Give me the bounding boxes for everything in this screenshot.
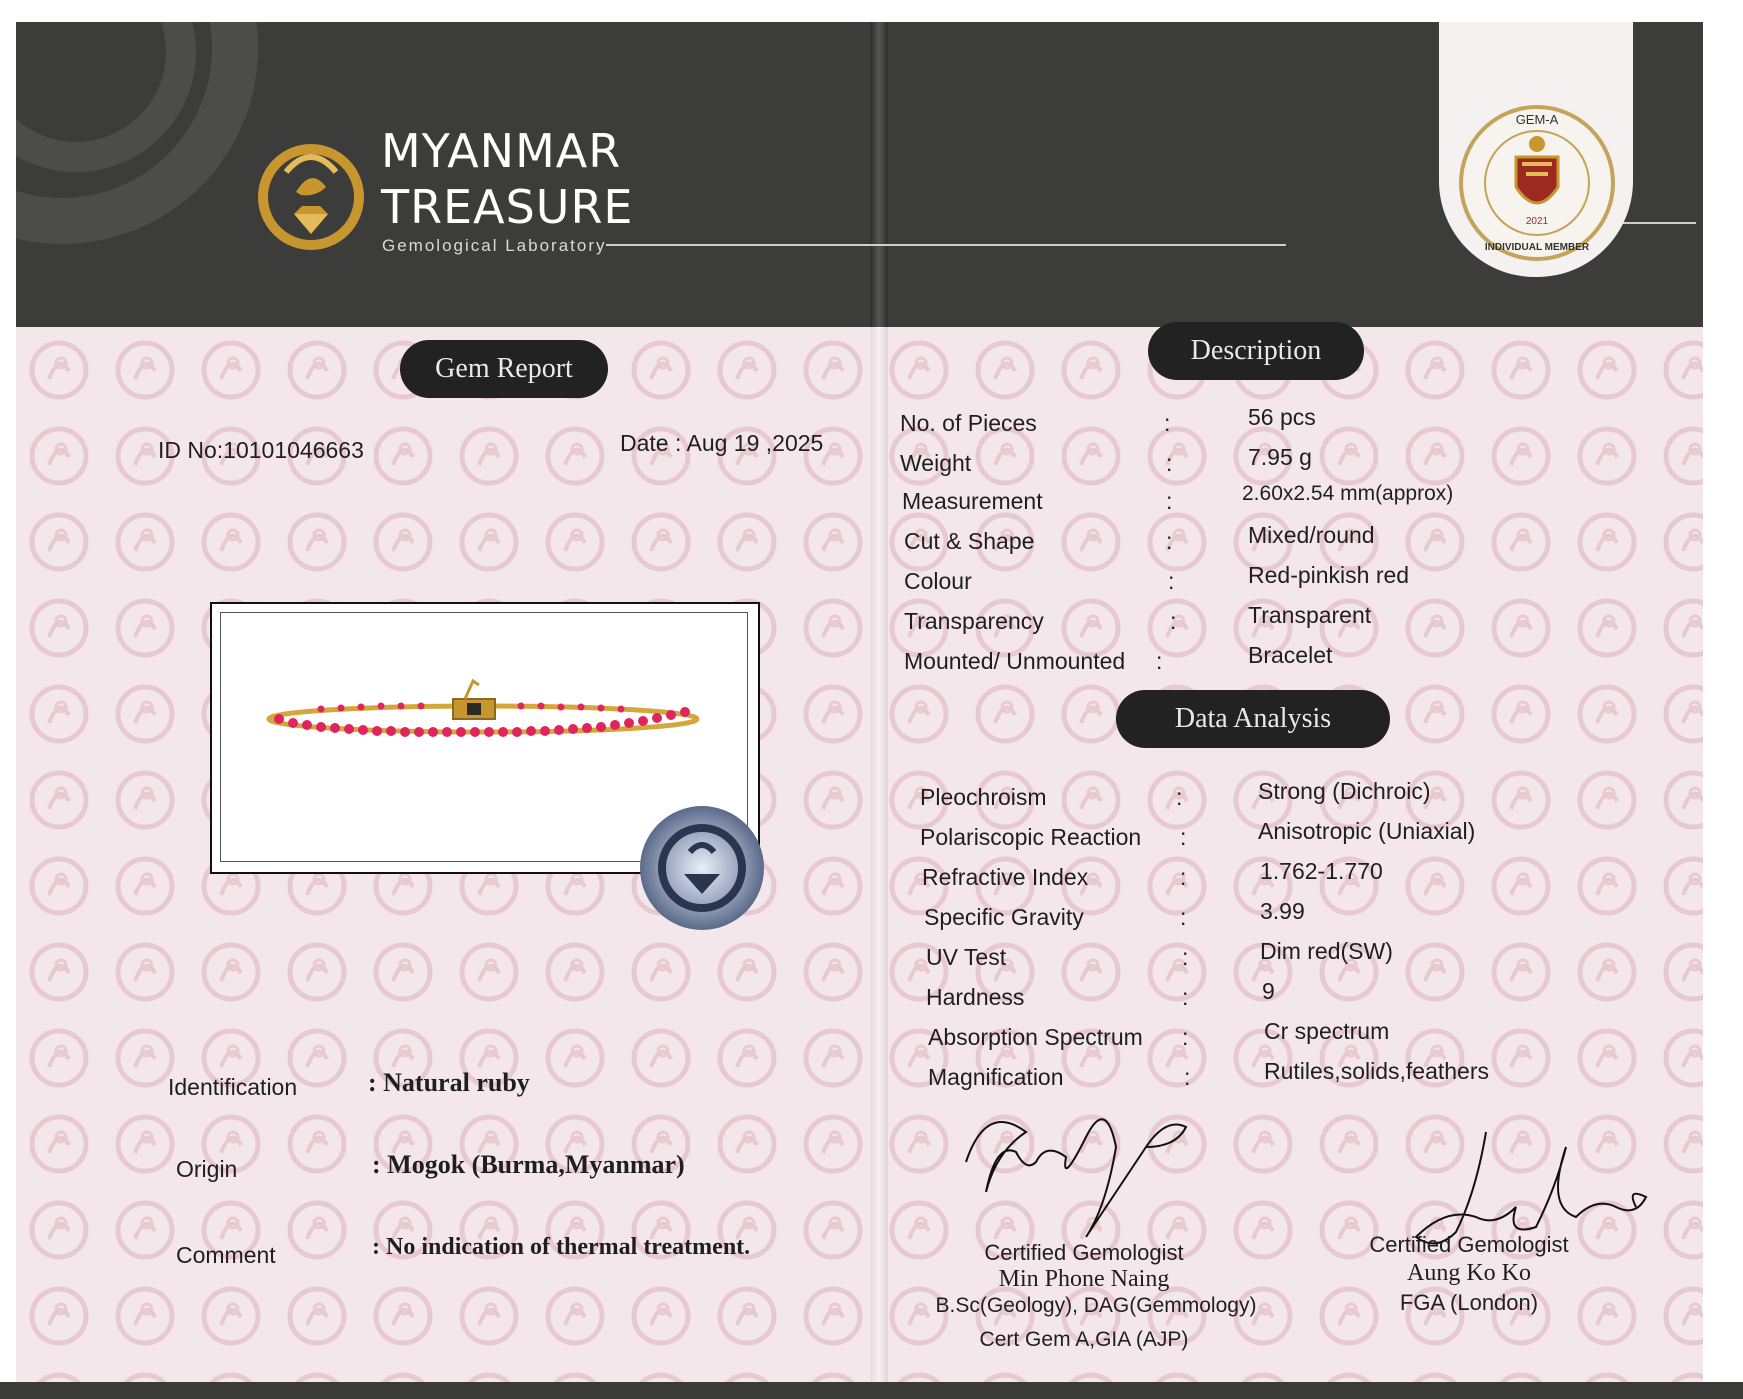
desc-label: No. of Pieces [900,410,1037,436]
desc-value: Mixed/round [1248,522,1375,548]
analysis-label: Absorption Spectrum [928,1024,1143,1050]
desc-colon: : [1168,568,1175,594]
desc-label: Mounted/ Unmounted [904,648,1126,674]
analysis-colon: : [1184,1064,1191,1090]
badge-bottom-text: INDIVIDUAL MEMBER [1484,242,1590,253]
analysis-colon: : [1182,984,1189,1010]
analysis-colon: : [1180,864,1187,890]
desc-label: Cut & Shape [904,528,1035,554]
analysis-value: Anisotropic (Uniaxial) [1258,818,1476,844]
desc-colon: : [1166,488,1173,514]
analysis-value: Rutiles,solids,feathers [1264,1058,1489,1084]
analysis-label: Polariscopic Reaction [920,824,1142,850]
brand-name-line2: TREASURE [381,180,634,234]
analysis-value: 9 [1262,978,1275,1004]
desc-colon: : [1164,410,1171,436]
header-rule [606,244,1286,246]
brand-name-line1: MYANMAR [381,124,622,178]
gemologist2-name: Aung Ko Ko [1407,1260,1531,1286]
analysis-colon: : [1180,824,1187,850]
signature-min-phone-naing [956,1082,1216,1252]
analysis-colon: : [1182,944,1189,970]
data-analysis-title: Data Analysis [1116,690,1390,748]
desc-value: 56 pcs [1248,404,1316,430]
origin-label: Origin [176,1156,238,1182]
desc-label: Weight [900,450,972,476]
bottom-strip [0,1382,1743,1399]
gemologist1-name: Min Phone Naing [998,1266,1170,1292]
desc-label: Measurement [902,488,1043,514]
gem-a-seal [1456,102,1618,264]
identification-label: Identification [168,1074,298,1100]
desc-value: 7.95 g [1248,444,1312,470]
analysis-label: Magnification [928,1064,1064,1090]
desc-value: Red-pinkish red [1248,562,1410,588]
analysis-label: Specific Gravity [924,904,1084,930]
analysis-label: UV Test [926,944,1007,970]
analysis-value: Cr spectrum [1264,1018,1390,1044]
desc-colon: : [1156,648,1163,674]
gem-report-title: Gem Report [400,340,608,398]
fold-crease [870,327,888,1399]
origin-value: : Mogok (Burma,Myanmar) [372,1150,685,1179]
gem-report-card [16,22,1703,1399]
gemologist1-credentials: Cert Gem A,GIA (AJP) [979,1328,1189,1351]
desc-label: Colour [904,568,972,594]
hologram-seal [638,804,766,932]
identification-value: : Natural ruby [368,1068,530,1097]
analysis-colon: : [1176,784,1183,810]
desc-value: 2.60x2.54 mm(approx) [1242,482,1454,505]
brand-subtitle: Gemological Laboratory [382,236,607,255]
analysis-value: 3.99 [1260,898,1305,924]
desc-colon: : [1170,608,1177,634]
badge-top-text: GEM-A [1515,112,1559,127]
analysis-value: Dim red(SW) [1260,938,1393,964]
desc-label: Transparency [904,608,1044,634]
comment-value: : No indication of thermal treatment. [372,1234,751,1260]
description-title: Description [1148,322,1364,380]
analysis-colon: : [1180,904,1187,930]
report-date: Date : Aug 19 ,2025 [620,430,824,456]
gemologist1-title: Certified Gemologist [984,1240,1184,1265]
comment-label: Comment [176,1242,276,1268]
analysis-label: Pleochroism [920,784,1047,810]
analysis-value: 1.762-1.770 [1260,858,1383,884]
id-number: ID No:10101046663 [158,437,364,463]
analysis-colon: : [1182,1024,1189,1050]
analysis-label: Refractive Index [922,864,1089,890]
desc-colon: : [1166,450,1173,476]
desc-value: Transparent [1248,602,1372,628]
myanmar-treasure-logo [256,132,366,272]
desc-colon: : [1166,528,1173,554]
badge-year: 2021 [1525,216,1549,227]
desc-value: Bracelet [1248,642,1333,668]
fold-crease [870,22,888,327]
analysis-label: Hardness [926,984,1025,1010]
gemologist1-credentials: B.Sc(Geology), DAG(Gemmology) [935,1294,1257,1317]
analysis-value: Strong (Dichroic) [1258,778,1431,804]
gemologist2-credentials: FGA (London) [1399,1290,1539,1315]
gemologist2-title: Certified Gemologist [1369,1232,1569,1257]
